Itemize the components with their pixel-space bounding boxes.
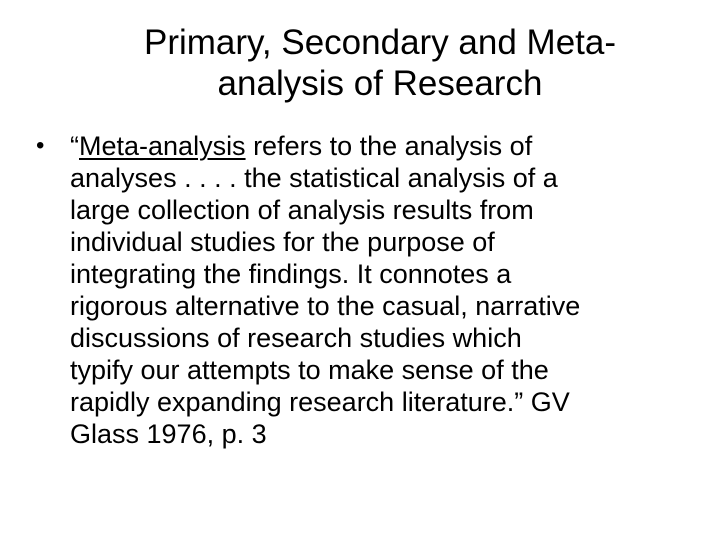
quote-line-10: Glass 1976, p. 3 <box>70 419 267 449</box>
bullet-item <box>0 130 720 450</box>
meta-analysis-term: Meta-analysis <box>79 131 246 161</box>
quote-line-7: discussions of research studies which <box>70 323 522 353</box>
quote-line-5: integrating the findings. It connotes a <box>70 259 512 289</box>
open-quote-mark: “ <box>70 131 79 161</box>
quote-line-8: typify our attempts to make sense of the <box>70 355 549 385</box>
title-line-2: analysis of Research <box>217 64 543 103</box>
title-line-1: Primary, Secondary and Meta- <box>143 23 617 62</box>
quote-line-6: rigorous alternative to the casual, narrative <box>70 291 581 321</box>
bullet-icon: • <box>36 132 45 159</box>
quote-line-9: rapidly expanding research literature.” GV <box>70 387 570 417</box>
quote-line-4: individual studies for the purpose of <box>70 227 495 257</box>
slide-title <box>70 22 690 104</box>
quote-line-1-rest: refers to the analysis of <box>245 131 533 161</box>
quote-line-2: analyses . . . . the statistical analysis of a <box>70 163 558 193</box>
quote-line-1 <box>70 130 720 162</box>
quote-line-3: large collection of analysis results from <box>70 195 534 225</box>
slide-body <box>0 130 720 450</box>
